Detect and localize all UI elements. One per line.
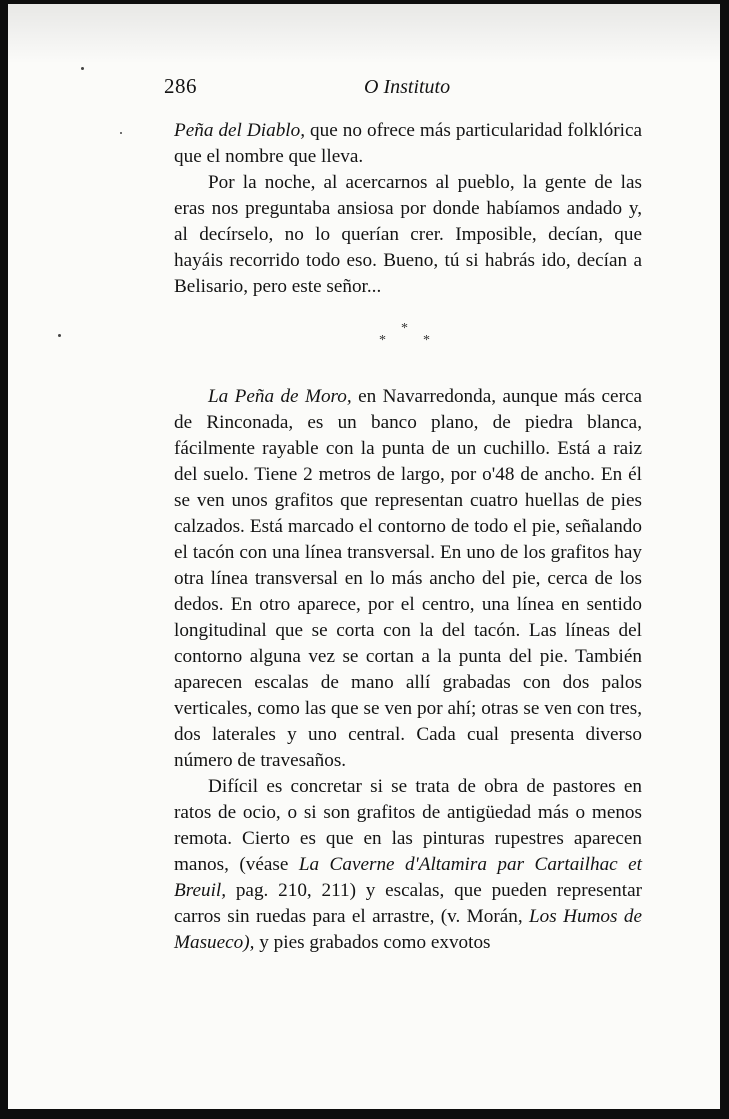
scan-speck (120, 132, 122, 134)
place-name: La Peña de Moro, (208, 386, 352, 407)
place-name: Peña del Diablo, (174, 120, 306, 141)
asterism-star: * (423, 333, 430, 348)
scan-speck (58, 334, 61, 337)
page-number: 286 (164, 74, 197, 98)
page-scan-shade (8, 4, 720, 64)
section-break-asterism (174, 300, 642, 384)
body-text (174, 118, 642, 956)
page-header (164, 74, 642, 104)
paragraph (174, 170, 642, 300)
paragraph (174, 118, 642, 170)
paragraph-text: que no ofrece más particularidad folklórica que el nombre que lleva. (174, 120, 642, 167)
paragraph-text: pag. 210, 211) y escalas, que pueden representar carros sin ruedas para el arrastre, (v. Morán, (174, 880, 642, 927)
asterism-star: * (401, 321, 408, 336)
book-page (8, 4, 720, 1109)
paragraph (174, 774, 642, 956)
paragraph-text: Difícil es concretar si se trata de obra de pastores en ratos de ocio, o si son grafitos de antigüedad más o menos remota. Cierto es que en las pinturas rupestres aparecen manos, (véase (174, 776, 642, 875)
citation-title: La Caverne d'Altamira par Cartailhac et Breuil, (174, 854, 642, 901)
running-title: O Instituto (364, 76, 451, 98)
paragraph-text: Por la noche, al acercarnos al pueblo, la gente de las eras nos preguntaba ansiosa por donde habíamos andado y, al decírselo, no lo querían crer. Imposible, decían, que hayáis recorrido todo eso. Bueno, tú si habrás ido, decían a Belisario, pero este señor... (174, 172, 642, 297)
paragraph-text: en Navarredonda, aunque más cerca de Rinconada, es un banco plano, de piedra blanca, fácilmente rayable con la punta de un cuchillo. Está a raiz del suelo. Tiene 2 metros de largo, por o'48 de ancho. En él se ven unos grafitos que representan cuatro huellas de pies calzados. Está marcado el contorno de todo el pie, señalando el tacón con una línea transversal. En uno de los grafitos hay otra línea transversal en lo más ancho del pie, cerca de los dedos. En otro aparece, por el centro, una línea en sentido longitudinal que se corta con la del tacón. Las líneas del contorno alguna vez se cortan a la punta del pie. También aparecen escalas de mano allí grabadas con dos palos verticales, como las que se ven por ahí; otras se ven con tres, dos laterales y uno central. Cada cual presenta diverso número de travesaños. (174, 386, 642, 771)
paragraph-text: y pies grabados como exvotos (254, 932, 491, 953)
paragraph (174, 384, 642, 774)
citation-title: Los Humos de Masueco), (174, 906, 642, 953)
asterism-star: * (379, 333, 386, 348)
scan-speck (81, 67, 84, 70)
